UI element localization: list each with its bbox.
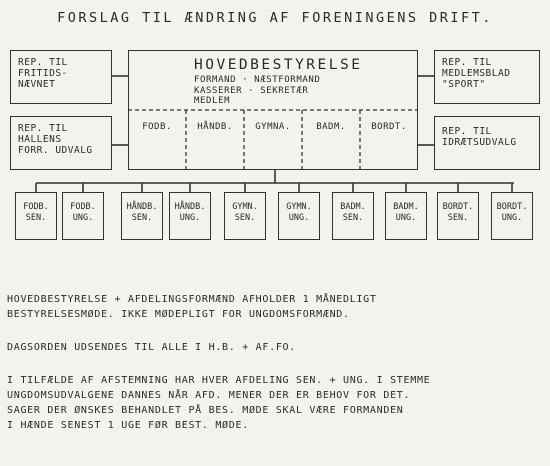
subunit-label: HÅNDB. (174, 202, 206, 212)
text-line: FORR. UDVALG (18, 145, 93, 156)
subunit-gymn-sen (224, 192, 266, 240)
text-line: MEDLEMSBLAD (442, 68, 511, 79)
subunit-fodb-ung (62, 192, 104, 240)
subunit-label: BADM. (340, 202, 366, 212)
subunit-haandb-ung (169, 192, 211, 240)
rep-hallens-text (18, 123, 93, 156)
text-line: REP. TIL (18, 57, 68, 68)
dept-haandb: HÅNDB. (197, 122, 233, 132)
subunit-haandb-sen (121, 192, 163, 240)
subunit-label: FODB. (70, 202, 96, 212)
subunit-bordt-ung (491, 192, 533, 240)
subunit-label: UNG. (501, 213, 523, 223)
subunit-label: BORDT. (442, 202, 474, 212)
text-line: BESTYRELSESMØDE. IKKE MØDEPLIGT FOR UNGDOMSFORMÆND. (7, 309, 350, 320)
paragraph-voting (7, 373, 430, 433)
text-line: REP. TIL (18, 123, 68, 134)
subunit-label: HÅNDB. (126, 202, 158, 212)
subunit-label: UNG. (288, 213, 310, 223)
subunit-label: GYMN. (232, 202, 258, 212)
subunit-label: SEN. (131, 213, 153, 223)
paragraph-meetings (7, 292, 377, 322)
text-line: IDRÆTSUDVALG (442, 137, 517, 148)
text-line: HOVEDBESTYRELSE + AFDELINGSFORMÆND AFHOLDER 1 MÅNEDLIGT (7, 294, 377, 305)
subunit-bordt-sen (437, 192, 479, 240)
board-roles-line1: FORMAND · NÆSTFORMAND (194, 75, 321, 85)
subunit-label: SEN. (25, 213, 47, 223)
hovedbestyrelse-header (194, 57, 362, 107)
text-line: SAGER DER ØNSKES BEHANDLET PÅ BES. MØDE SKAL VÆRE FORMANDEN (7, 405, 404, 416)
board-title: HOVEDBESTYRELSE (194, 57, 363, 73)
text-line: I TILFÆLDE AF AFSTEMNING HAR HVER AFDELING SEN. + UNG. I STEMME (7, 375, 431, 386)
paragraph-agenda (7, 340, 296, 355)
text-line: REP. TIL (442, 126, 492, 137)
subunit-fodb-sen (15, 192, 57, 240)
text-line: HALLENS (18, 134, 62, 145)
text-line: UNGDOMSUDVALGENE DANNES NÅR AFD. MENER DER ER BEHOV FOR DET. (7, 390, 411, 401)
subunit-label: SEN. (342, 213, 364, 223)
subunit-label: GYMN. (286, 202, 312, 212)
subunit-label: SEN. (234, 213, 256, 223)
text-line: REP. TIL (442, 57, 492, 68)
text-line: I HÆNDE SENEST 1 UGE FØR BEST. MØDE. (7, 420, 249, 431)
subunit-label: SEN. (447, 213, 469, 223)
board-roles-line3: MEDLEM (194, 96, 231, 106)
dept-gymna: GYMNA. (255, 122, 291, 132)
subunit-label: UNG. (395, 213, 417, 223)
subunit-label: UNG. (179, 213, 201, 223)
rep-idraetsudvalg-text (442, 126, 517, 148)
subunit-label: BORDT. (496, 202, 528, 212)
subunit-label: FODB. (23, 202, 49, 212)
dept-badm: BADM. (316, 122, 346, 132)
diagram-title: FORSLAG TIL ÆNDRING AF FORENINGENS DRIFT. (57, 10, 493, 26)
rep-fritidsnaevnet-text (18, 57, 68, 90)
subunit-badm-ung (385, 192, 427, 240)
subunit-gymn-ung (278, 192, 320, 240)
text-line: DAGSORDEN UDSENDES TIL ALLE I H.B. + AF.FO. (7, 342, 296, 353)
subunit-badm-sen (332, 192, 374, 240)
rep-medlemsblad-text (442, 57, 510, 90)
subunit-label: UNG. (72, 213, 94, 223)
dept-bordt: BORDT. (371, 122, 407, 132)
subunit-label: BADM. (393, 202, 419, 212)
text-line: NÆVNET (18, 79, 56, 90)
text-line: FRITIDS- (18, 68, 68, 79)
text-line: "SPORT" (442, 79, 486, 90)
board-roles-line2: KASSERER · SEKRETÆR (194, 85, 309, 96)
dept-fodb: FODB. (142, 122, 172, 132)
